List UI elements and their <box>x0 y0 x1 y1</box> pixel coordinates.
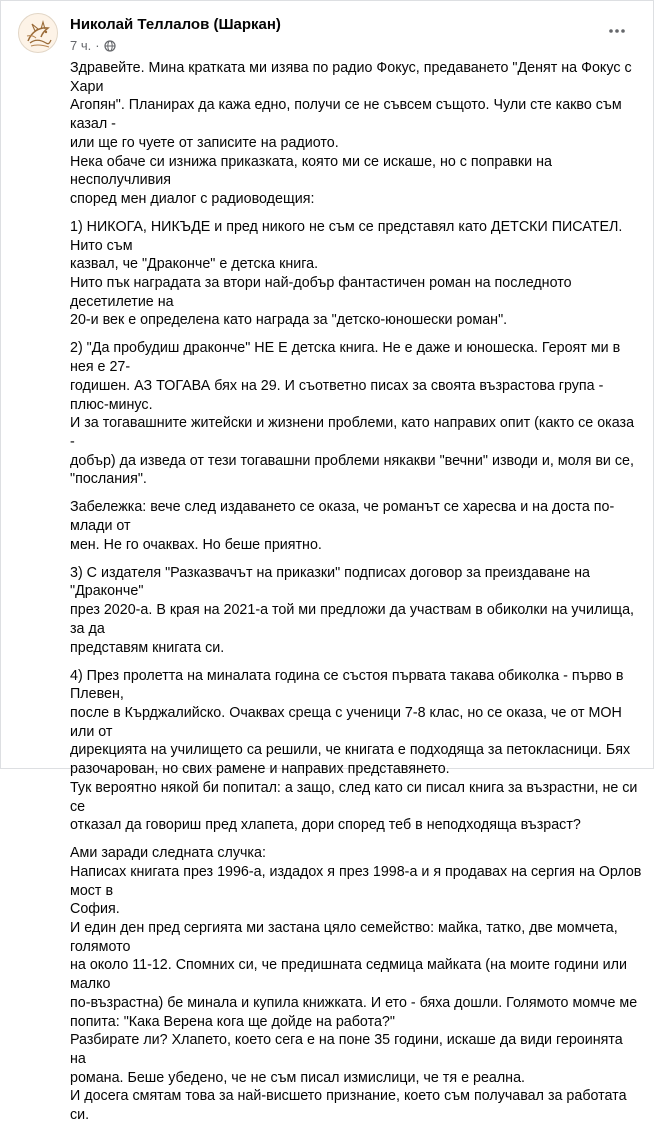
post-paragraph <box>70 564 642 658</box>
post-text-line: добър) да изведа от тези тогавашни проблеми някакви "вечни" изводи и, моля ви се, <box>70 452 634 469</box>
post-text-line: или ще го чуете от записите на радиото. <box>70 134 339 151</box>
post-text-line: на около 11-12. Спомних си, че предишната седмица майката (на моите години или малко <box>70 957 627 993</box>
more-options-icon[interactable] <box>605 19 629 43</box>
post-body-text <box>70 59 642 1134</box>
post-text-line: Нито пък наградата за втори най-добър фантастичен роман на последното десетилетие на <box>70 275 572 310</box>
post-text-line: романа. Беше убедено, че не съм писал измислици, че тя е реална. <box>70 1069 526 1086</box>
post-text-line: Ами заради следната случка: <box>70 845 266 862</box>
post-text-line: отказал да говориш пред хлапета, дори според теб в неподходяща възраст? <box>70 817 581 834</box>
post-text-line: София. <box>70 901 120 918</box>
post-text-line: през 2020-а. В края на 2021-а той ми предложи да участвам в обиколки на училища, за да <box>70 602 634 637</box>
post-paragraph <box>70 498 642 554</box>
post-text-line: И за тогавашните житейски и жизнени проблеми, като направих опит (както се оказа - <box>70 415 635 450</box>
post-text-line: Здравейте. Мина кратката ми изява по радио Фокус, предаването "Денят на Фокус с Хари <box>70 60 632 95</box>
post-text-line: 1) НИКОГА, НИКЪДЕ и пред никого не съм се представял като ДЕТСКИ ПИСАТЕЛ. Нито съм <box>70 218 623 254</box>
post-text-line: Написах книгата през 1996-а, издадох я през 1998-а и я продавах на сергия на Орлов мост в <box>70 863 642 899</box>
post-timestamp[interactable]: 7 ч. <box>70 38 92 53</box>
post-paragraph <box>70 339 642 489</box>
post-paragraph <box>70 667 642 835</box>
globe-icon[interactable] <box>104 40 116 52</box>
post-text-line: по-възрастна) бе минала и купила книжката. И ето - бяха дошли. Голямото момче ме <box>70 994 638 1011</box>
post-text-line: Разбирате ли? Хлапето, което сега е на поне 35 години, искаше да види героинята на <box>70 1032 623 1067</box>
post-paragraph <box>70 218 642 330</box>
post-text-line: 2) "Да пробудиш дракончe" НЕ Е детска книга. Не е даже и юношеска. Героят ми в нея е 27- <box>70 340 621 376</box>
post-text-line: мен. Не го очаквах. Но беше приятно. <box>70 536 322 553</box>
post-text-line: 3) С издателя "Разказвачът на приказки" подписах договор за преиздаване на "Драконче" <box>70 564 590 600</box>
post-text-line: попита: "Кака Верена кога ще дойде на работа?" <box>70 1013 395 1030</box>
post-text-line: дирекцията на училището са решили, че книгата е подходяща за петокласници. Бях <box>70 742 631 759</box>
post-header <box>1 1 653 61</box>
post-text-line: казвал, че "Дракончe" е детска книга. <box>70 256 319 273</box>
post-paragraph <box>70 844 642 1125</box>
post-text-line: Нека обаче си изнижа приказката, която ми се искаше, но с поправки на несполучливия <box>70 153 552 189</box>
post-text-line: после в Кърджалийско. Очаквах среща с ученици 7-8 клас, но се оказа, че от МОН или от <box>70 704 622 740</box>
post-author-name[interactable]: Николай Теллалов (Шаркан) <box>70 16 281 33</box>
post-paragraph <box>70 59 642 209</box>
post-text-line: Агопян". Планирах да кажа едно, получи се не съвсем същото. Чули сте какво съм казал - <box>70 97 622 133</box>
post-text-line: Забележка: вече след издаването се оказа, че романът се харесва и на доста по-млади от <box>70 499 615 535</box>
dragon-drawing-avatar-icon[interactable] <box>18 13 58 53</box>
meta-separator: · <box>95 38 100 53</box>
post-text-line: "послания". <box>70 471 147 488</box>
post-text-line: И един ден пред сергията ми застана цяло семейство: майка, татко, две момчета, голямото <box>70 920 618 955</box>
post-text-line: Тук вероятно някой би попитал: а защо, след като си писал книга за възрастни, не си се <box>70 779 638 815</box>
post-text-line: годишен. АЗ ТОГАВА бях на 29. И съответно писах за своята възрастова група - плюс-минус. <box>70 377 604 413</box>
post-text-line: 4) През пролетта на миналата година се състоя първата такава обиколка - първо в Плевен, <box>70 667 624 703</box>
post-text-line: според мен диалог с радиоводещия: <box>70 190 315 207</box>
post-meta <box>70 38 116 53</box>
post-text-line: 20-и век е определена като награда за "детско-юношески роман". <box>70 312 508 329</box>
post-text-line: разочарован, но свих рамене и направих представянето. <box>70 761 450 778</box>
post-text-line: представям книгата си. <box>70 639 225 656</box>
post-text-line: И досега смятам това за най-висшето признание, което съм получавал за работата си. <box>70 1088 627 1124</box>
